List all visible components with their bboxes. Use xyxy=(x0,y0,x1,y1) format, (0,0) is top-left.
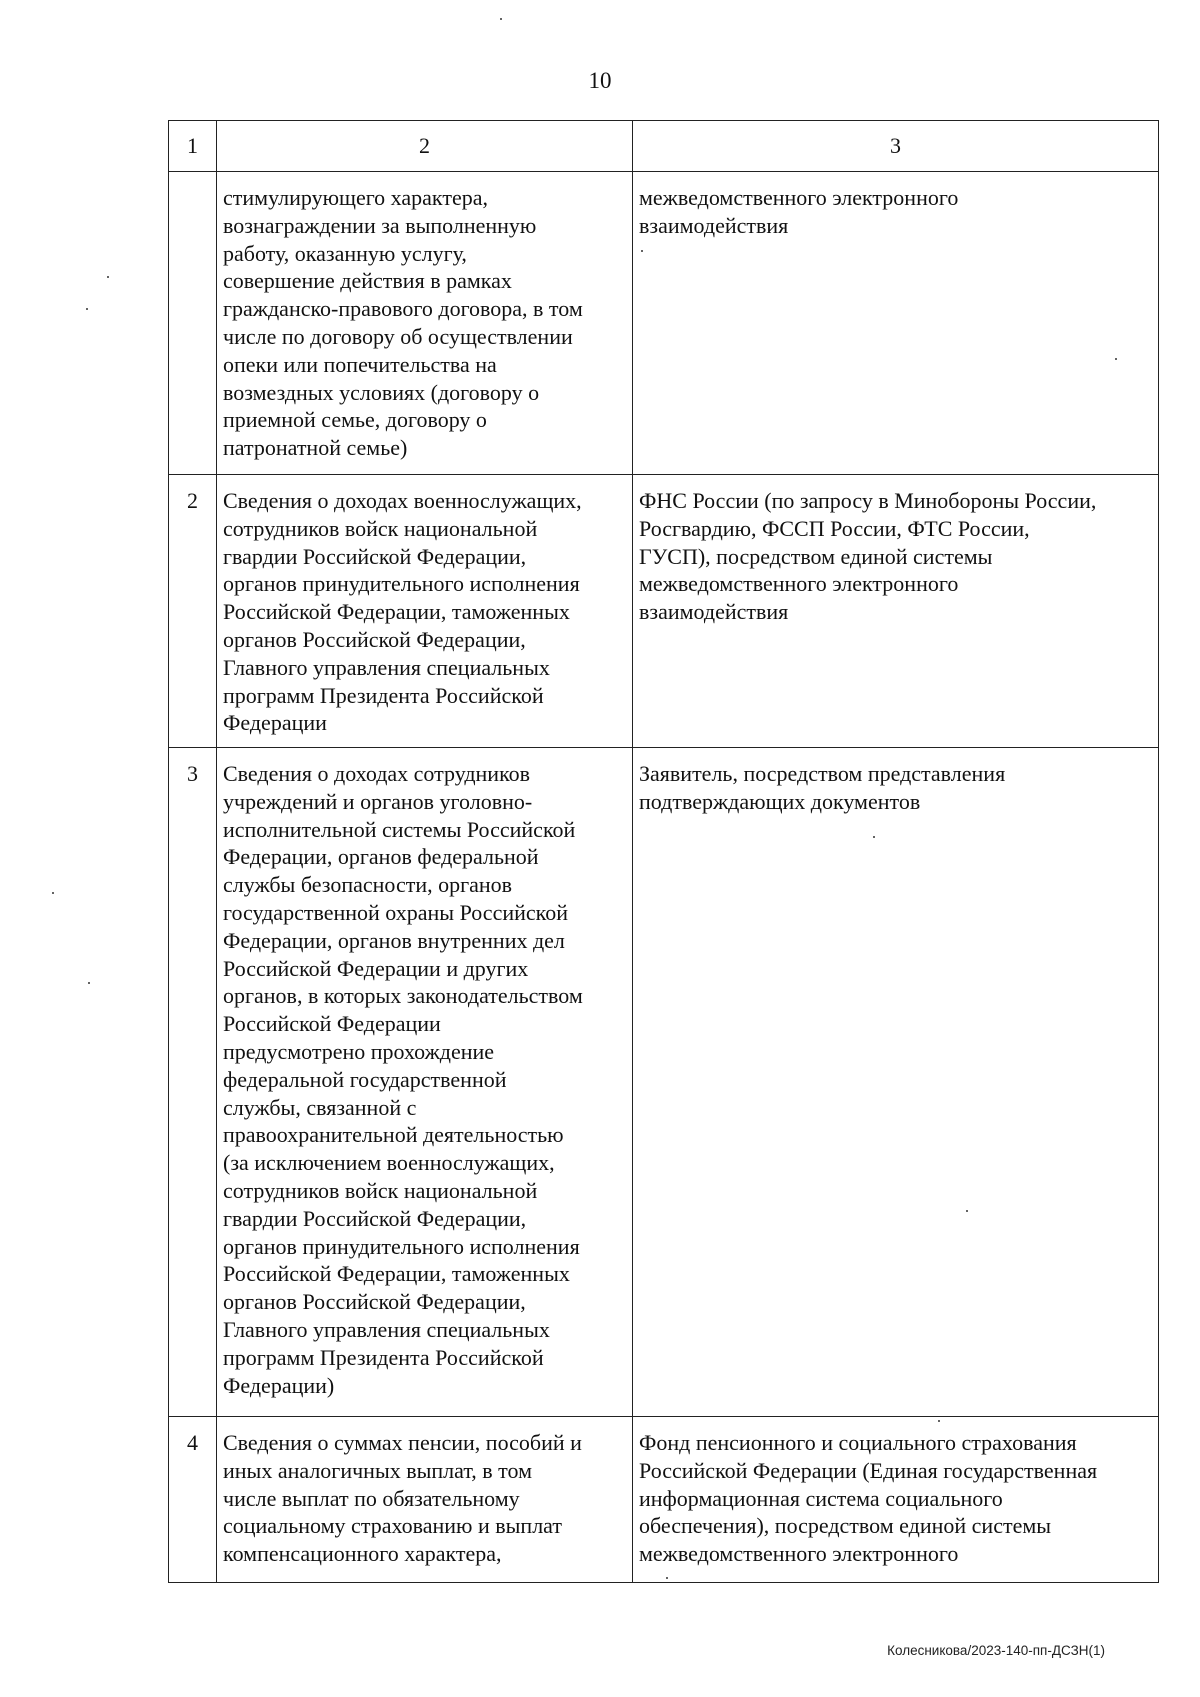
text-line: подтверждающих документов xyxy=(639,788,921,814)
text-line: Сведения о суммах пенсии, пособий и xyxy=(223,1430,582,1455)
info-type-cell xyxy=(217,475,633,748)
text-line: числе выплат по обязательному xyxy=(223,1485,520,1511)
source-cell xyxy=(633,475,1159,748)
text-line: Российской Федерации xyxy=(223,1011,441,1037)
page-number: 10 xyxy=(588,68,612,93)
text-line: службы безопасности, органов xyxy=(223,872,513,898)
text-line: Главного управления специальных xyxy=(223,654,550,680)
scan-speck xyxy=(500,18,502,20)
text-line: совершение действия в рамках xyxy=(223,268,512,294)
text-line: федеральной государственной xyxy=(223,1066,507,1092)
text-line: исполнительной системы Российской xyxy=(223,816,576,842)
text-line: Федерации, органов внутренних дел xyxy=(223,927,565,953)
text-line: приемной семье, договору о xyxy=(223,407,487,433)
scan-speck xyxy=(86,308,88,310)
text-line: опеки или попечительства на xyxy=(223,351,497,377)
text-line: возмездных условиях (договору о xyxy=(223,379,540,405)
text-line: Заявитель, посредством представления xyxy=(639,761,1006,786)
scan-speck xyxy=(52,892,54,894)
text-line: вознаграждении за выполненную xyxy=(223,212,537,238)
table-row xyxy=(169,1417,1159,1583)
text-line: информационная система социального xyxy=(639,1485,1003,1511)
text-line: Федерации, органов федеральной xyxy=(223,844,539,870)
text-line: работу, оказанную услугу, xyxy=(223,240,467,266)
text-line: Российской Федерации и других xyxy=(223,955,529,981)
text-line: межведомственного электронного xyxy=(639,185,959,210)
text-line: обеспечения), посредством единой системы xyxy=(639,1513,1052,1539)
text-line: ГУСП), посредством единой системы xyxy=(639,543,993,569)
text-line: межведомственного электронного xyxy=(639,571,959,597)
text-line: стимулирующего характера, xyxy=(223,185,488,210)
scan-speck xyxy=(966,1210,968,1212)
row-number: 2 xyxy=(169,475,217,748)
text-line: органов, в которых законодательством xyxy=(223,983,583,1009)
text-line: компенсационного характера, xyxy=(223,1541,502,1567)
text-line: гвардии Российской Федерации, xyxy=(223,543,527,569)
text-line: Российской Федерации (Единая государственная xyxy=(639,1457,1098,1483)
text-line: гражданско-правового договора, в том xyxy=(223,296,583,322)
text-line: программ Президента Российской xyxy=(223,682,544,708)
text-line: межведомственного электронного xyxy=(639,1541,959,1567)
text-line: сотрудников войск национальной xyxy=(223,515,538,541)
scan-speck xyxy=(938,1420,940,1422)
requirements-table xyxy=(168,120,1159,1583)
text-line: Главного управления специальных xyxy=(223,1316,550,1342)
text-line: Российской Федерации, таможенных xyxy=(223,599,570,625)
text-line: Федерации xyxy=(223,710,327,736)
text-line: взаимодействия xyxy=(639,599,789,625)
row-number: 3 xyxy=(169,748,217,1417)
row-number: 4 xyxy=(169,1417,217,1583)
text-line: органов Российской Федерации, xyxy=(223,626,526,652)
scan-speck xyxy=(641,250,643,252)
text-line: Фонд пенсионного и социального страхования xyxy=(639,1430,1077,1455)
scan-speck xyxy=(873,836,875,838)
text-line: Сведения о доходах сотрудников xyxy=(223,761,531,786)
document-reference: Колесникова/2023-140-пп-ДСЗН(1) xyxy=(887,1643,1105,1658)
scan-speck xyxy=(107,276,109,278)
source-cell xyxy=(633,748,1159,1417)
text-line: службы, связанной с xyxy=(223,1094,417,1120)
text-line: органов Российской Федерации, xyxy=(223,1289,526,1315)
text-line: программ Президента Российской xyxy=(223,1344,544,1370)
text-line: органов принудительного исполнения xyxy=(223,1233,580,1259)
text-line: Сведения о доходах военнослужащих, xyxy=(223,488,582,513)
header-col-1: 1 xyxy=(169,121,217,172)
row-number xyxy=(169,172,217,475)
scan-speck xyxy=(666,1577,668,1579)
text-line: государственной охраны Российской xyxy=(223,899,568,925)
scan-speck xyxy=(88,982,90,984)
scan-speck xyxy=(1115,358,1117,360)
header-col-2: 2 xyxy=(217,121,633,172)
info-type-cell xyxy=(217,1417,633,1583)
info-type-cell xyxy=(217,748,633,1417)
text-line: Российской Федерации, таможенных xyxy=(223,1261,570,1287)
text-line: предусмотрено прохождение xyxy=(223,1038,495,1064)
text-line: сотрудников войск национальной xyxy=(223,1177,538,1203)
source-cell xyxy=(633,172,1159,475)
text-line: числе по договору об осуществлении xyxy=(223,323,573,349)
text-line: ФНС России (по запросу в Минобороны России, xyxy=(639,488,1097,513)
text-line: учреждений и органов уголовно- xyxy=(223,788,533,814)
table-row xyxy=(169,172,1159,475)
header-col-3: 3 xyxy=(633,121,1159,172)
text-line: взаимодействия xyxy=(639,212,789,238)
table-row xyxy=(169,748,1159,1417)
info-type-cell xyxy=(217,172,633,475)
table-row xyxy=(169,475,1159,748)
table-body xyxy=(169,172,1159,1583)
text-line: (за исключением военнослужащих, xyxy=(223,1150,555,1176)
text-line: органов принудительного исполнения xyxy=(223,571,580,597)
source-cell xyxy=(633,1417,1159,1583)
text-line: социальному страхованию и выплат xyxy=(223,1513,562,1539)
text-line: Росгвардию, ФССП России, ФТС России, xyxy=(639,515,1030,541)
text-line: правоохранительной деятельностью xyxy=(223,1122,564,1148)
text-line: Федерации) xyxy=(223,1372,335,1398)
text-line: гвардии Российской Федерации, xyxy=(223,1205,527,1231)
text-line: патронатной семье) xyxy=(223,435,408,461)
table-header xyxy=(169,121,1159,172)
text-line: иных аналогичных выплат, в том xyxy=(223,1457,533,1483)
